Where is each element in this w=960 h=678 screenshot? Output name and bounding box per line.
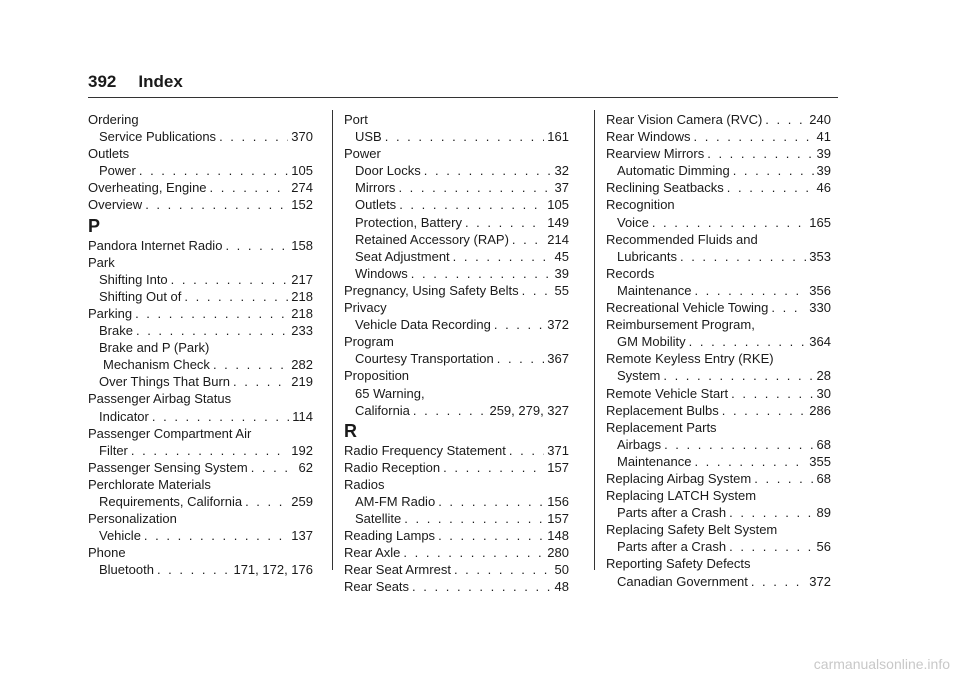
index-entry-term: Rear Vision Camera (RVC) [606,112,763,127]
index-entry-term: Mechanism Check [103,357,210,373]
index-entry [606,299,831,316]
dot-leader [424,162,552,179]
dot-leader [411,265,552,282]
index-entry-term: Brake [99,323,133,339]
dot-leader [722,402,807,419]
index-entry [606,367,831,384]
dot-leader [771,299,806,316]
watermark: carmanualsonline.info [813,656,950,672]
dot-leader [694,282,806,299]
dot-leader [157,561,231,578]
index-entry [606,214,831,231]
index-entry-page: 149 [547,214,569,230]
dot-leader [443,459,544,476]
index-entry-term: Rear Windows [606,129,691,145]
index-heading: Personalization [88,511,177,527]
index-entry-term: Lubricants [617,248,677,264]
dot-leader [497,350,545,367]
index-entry-page: 218 [291,305,313,321]
index-entry-term: Vehicle Data Recording [355,317,491,333]
index-entry-page: 372 [547,317,569,333]
index-entry-page: 137 [291,528,313,544]
index-entry-page: 192 [291,442,313,458]
index-entry-term: System [617,368,661,384]
dot-leader [494,316,544,333]
dot-leader [399,196,544,213]
index-heading: Reimbursement Program, [606,317,755,333]
index-entry-term: Automatic Dimming [617,163,730,179]
index-entry-term: Radio Reception [344,459,441,475]
dot-leader [765,111,806,128]
index-entry-page: 89 [816,505,831,521]
index-entry-page: 39 [816,163,831,179]
index-entry-page: 161 [547,129,569,145]
index-entry-page: 46 [816,180,831,196]
index-entry-page: 259, 279, 327 [489,402,569,418]
index-entry-page: 282 [291,357,313,373]
index-entry [344,282,569,299]
dot-leader [522,282,552,299]
dot-leader [652,214,806,231]
page-number: 392 [88,72,117,91]
index-entry-page: 148 [547,528,569,544]
index-entry [344,402,569,419]
index-entry-term: Radio Frequency Statement [344,442,506,458]
index-entry-term: Outlets [355,197,397,213]
index-entry [344,214,569,231]
index-entry-page: 68 [816,470,831,486]
index-entry-page: 353 [809,248,831,264]
index-entry-term: Protection, Battery [355,214,462,230]
index-entry-term: Rear Seat Armrest [344,562,451,578]
index-entry [88,527,313,544]
index-heading: Outlets [88,146,130,162]
index-entry [606,145,831,162]
index-heading: Program [344,334,394,350]
dot-leader [184,288,288,305]
index-column-3 [606,111,831,590]
index-entry-page: 370 [291,129,313,145]
index-entry-page: 240 [809,112,831,127]
index-entry-term: Parking [88,305,133,321]
index-entry-term: Courtesy Transportation [355,351,494,367]
index-entry-term: Requirements, California [99,493,243,509]
index-entry [606,333,831,350]
index-entry-term: Reclining Seatbacks [606,180,724,196]
index-entry [344,527,569,544]
index-heading: Radios [344,476,385,492]
index-entry-term: Reading Lamps [344,528,436,544]
index-entry-term: Replacement Bulbs [606,402,719,418]
index-entry-term: USB [355,129,382,145]
index-entry [606,504,831,521]
index-entry-page: 30 [816,385,831,401]
index-heading: Park [88,254,115,270]
index-entry-term: Power [99,163,136,179]
index-entry [88,162,313,179]
column-divider [594,110,595,570]
dot-leader [233,373,288,390]
index-entry-page: 28 [816,368,831,384]
index-entry [88,237,313,254]
dot-leader [689,333,807,350]
index-entry-page: 157 [547,459,569,475]
index-entry [344,544,569,561]
index-entry-term: Overheating, Engine [88,180,207,196]
page-title: Index [138,72,183,91]
index-entry-term: Service Publications [99,129,217,145]
dot-leader [731,385,813,402]
index-entry [606,179,831,196]
index-entry-term: Parts after a Crash [617,505,727,521]
index-entry [88,459,313,476]
index-heading: Remote Keyless Entry (RKE) [606,351,774,367]
index-entry [344,162,569,179]
index-entry-term: Door Locks [355,163,421,179]
index-heading: Perchlorate Materials [88,476,211,492]
dot-leader [694,128,814,145]
index-entry-page: 105 [291,163,313,179]
dot-leader [413,402,487,419]
index-entry [606,111,831,128]
index-entry-page: 39 [554,265,569,281]
index-entry-page: 68 [816,436,831,452]
index-heading: Passenger Compartment Air [88,425,252,441]
dot-leader [751,573,806,590]
index-heading: 65 Warning, [355,385,425,401]
index-entry-page: 330 [809,300,831,316]
index-entry-term: Pandora Internet Radio [88,237,223,253]
index-entry [88,288,313,305]
index-entry [344,493,569,510]
index-section-letter: P [88,215,101,236]
index-entry-term: California [355,402,410,418]
dot-leader [245,493,288,510]
index-entry [88,305,313,322]
dot-leader [152,408,289,425]
index-entry-page: 371 [547,442,569,458]
index-entry [344,231,569,248]
dot-leader [663,367,813,384]
index-entry-page: 55 [554,282,569,298]
index-entry-term: Voice [617,214,649,230]
index-entry-page: 62 [298,459,313,475]
index-entry [88,561,313,578]
index-entry-page: 165 [809,214,831,230]
index-entry [606,538,831,555]
index-entry-term: Recreational Vehicle Towing [606,300,769,316]
index-entry [88,322,313,339]
dot-leader [664,436,813,453]
dot-leader [398,179,551,196]
index-entry-term: Pregnancy, Using Safety Belts [344,282,519,298]
index-entry-page: 372 [809,573,831,589]
index-entry-term: Retained Accessory (RAP) [355,231,509,247]
dot-leader [512,231,544,248]
index-entry [344,316,569,333]
index-entry-page: 152 [291,197,313,213]
index-entry-page: 259 [291,493,313,509]
index-entry-term: Mirrors [355,180,396,196]
index-entry-page: 37 [554,180,569,196]
index-heading: Replacement Parts [606,419,717,435]
dot-leader [729,504,813,521]
dot-leader [733,162,814,179]
index-heading: Recognition [606,197,675,213]
index-entry-term: Rear Seats [344,579,410,595]
index-entry-page: 114 [292,408,313,424]
index-entry-term: Bluetooth [99,562,154,578]
index-entry [344,265,569,282]
index-entry [88,271,313,288]
dot-leader [225,237,288,254]
dot-leader [251,459,296,476]
index-entry-page: 286 [809,402,831,418]
index-entry [88,408,313,425]
index-heading: Power [344,146,381,162]
page-header [88,71,838,98]
dot-leader [171,271,289,288]
index-entry [88,442,313,459]
index-entry [344,459,569,476]
dot-leader [509,442,544,459]
index-entry-page: 50 [554,562,569,578]
index-entry-page: 45 [554,248,569,264]
index-entry-term: GM Mobility [617,334,686,350]
dot-leader [465,214,544,231]
index-entry-term: Vehicle [99,528,141,544]
dot-leader [145,196,288,213]
dot-leader [385,128,545,145]
index-entry [344,350,569,367]
index-entry-page: 158 [291,237,313,253]
index-heading: Reporting Safety Defects [606,556,751,572]
index-heading: Passenger Airbag Status [88,391,232,407]
index-entry-page: 218 [291,288,313,304]
index-heading: Replacing Safety Belt System [606,522,778,538]
dot-leader [754,470,813,487]
dot-leader [694,453,806,470]
dot-leader [403,544,544,561]
index-entry [344,248,569,265]
index-entry-term: Parts after a Crash [617,539,727,555]
index-entry-page: 157 [547,511,569,527]
dot-leader [727,179,814,196]
index-entry [606,573,831,590]
index-column-1 [88,111,313,578]
index-entry [606,470,831,487]
index-entry-page: 274 [291,180,313,196]
index-entry [88,373,313,390]
index-entry-term: AM-FM Radio [355,493,436,509]
index-entry-page: 367 [547,351,569,367]
index-entry-term: Canadian Government [617,573,748,589]
dot-leader [453,248,552,265]
dot-leader [213,356,288,373]
index-entry [344,578,569,595]
index-heading: Phone [88,545,126,561]
dot-leader [412,578,551,595]
index-entry-term: Filter [99,442,128,458]
dot-leader [131,442,288,459]
index-entry-page: 219 [291,374,313,390]
index-heading: Proposition [344,368,410,384]
index-entry-page: 356 [809,282,831,298]
index-entry [88,493,313,510]
dot-leader [210,179,289,196]
index-entry-page: 41 [816,129,831,145]
index-entry [606,162,831,179]
dot-leader [680,248,806,265]
index-entry [88,179,313,196]
index-entry-term: Over Things That Burn [99,374,231,390]
index-entry-page: 217 [291,271,313,287]
index-heading: Brake and P (Park) [99,340,210,356]
index-column-2 [344,111,569,596]
index-entry-term: Seat Adjustment [355,248,450,264]
column-divider [332,110,333,570]
dot-leader [139,162,288,179]
index-entry-page: 364 [809,334,831,350]
index-entry-term: Satellite [355,511,402,527]
index-entry-term: Maintenance [617,282,692,298]
index-entry-term: Airbags [617,436,662,452]
index-entry [606,385,831,402]
index-heading: Ordering [88,112,139,127]
index-entry-page: 233 [291,323,313,339]
index-entry-term: Rearview Mirrors [606,146,705,162]
index-entry-term: Maintenance [617,453,692,469]
index-entry [606,128,831,145]
index-entry [344,561,569,578]
dot-leader [454,561,552,578]
index-entry-page: 156 [547,493,569,509]
dot-leader [707,145,813,162]
dot-leader [144,527,288,544]
index-entry-page: 32 [554,163,569,179]
index-entry-term: Remote Vehicle Start [606,385,729,401]
index-entry-term: Shifting Out of [99,288,182,304]
index-entry-term: Replacing Airbag System [606,470,752,486]
index-entry [344,442,569,459]
index-entry [88,356,313,373]
index-entry-page: 39 [816,146,831,162]
index-entry [344,128,569,145]
index-entry-page: 280 [547,545,569,561]
index-heading: Records [606,265,655,281]
index-heading: Recommended Fluids and [606,231,758,247]
index-entry [88,128,313,145]
index-entry [88,196,313,213]
dot-leader [219,128,288,145]
index-entry [344,179,569,196]
index-section-letter: R [344,420,357,441]
dot-leader [729,538,813,555]
dot-leader [438,493,544,510]
index-entry [606,453,831,470]
index-entry-page: 214 [547,231,569,247]
dot-leader [136,322,288,339]
index-heading: Replacing LATCH System [606,488,757,504]
index-entry-term: Overview [88,197,143,213]
index-heading: Port [344,112,368,127]
index-entry [606,282,831,299]
index-entry [606,402,831,419]
dot-leader [404,510,544,527]
index-entry [344,196,569,213]
index-entry-page: 105 [547,197,569,213]
index-entry [606,436,831,453]
dot-leader [438,527,544,544]
index-entry [344,510,569,527]
index-entry-page: 48 [554,579,569,595]
index-entry-term: Shifting Into [99,271,168,287]
index-entry-term: Windows [355,265,408,281]
index-entry-page: 171, 172, 176 [233,562,313,578]
index-entry-term: Rear Axle [344,545,401,561]
index-entry [606,248,831,265]
index-entry-page: 56 [816,539,831,555]
index-entry-page: 355 [809,453,831,469]
index-heading: Privacy [344,300,387,316]
index-entry-term: Indicator [99,408,149,424]
dot-leader [135,305,288,322]
index-entry-term: Passenger Sensing System [88,459,248,475]
